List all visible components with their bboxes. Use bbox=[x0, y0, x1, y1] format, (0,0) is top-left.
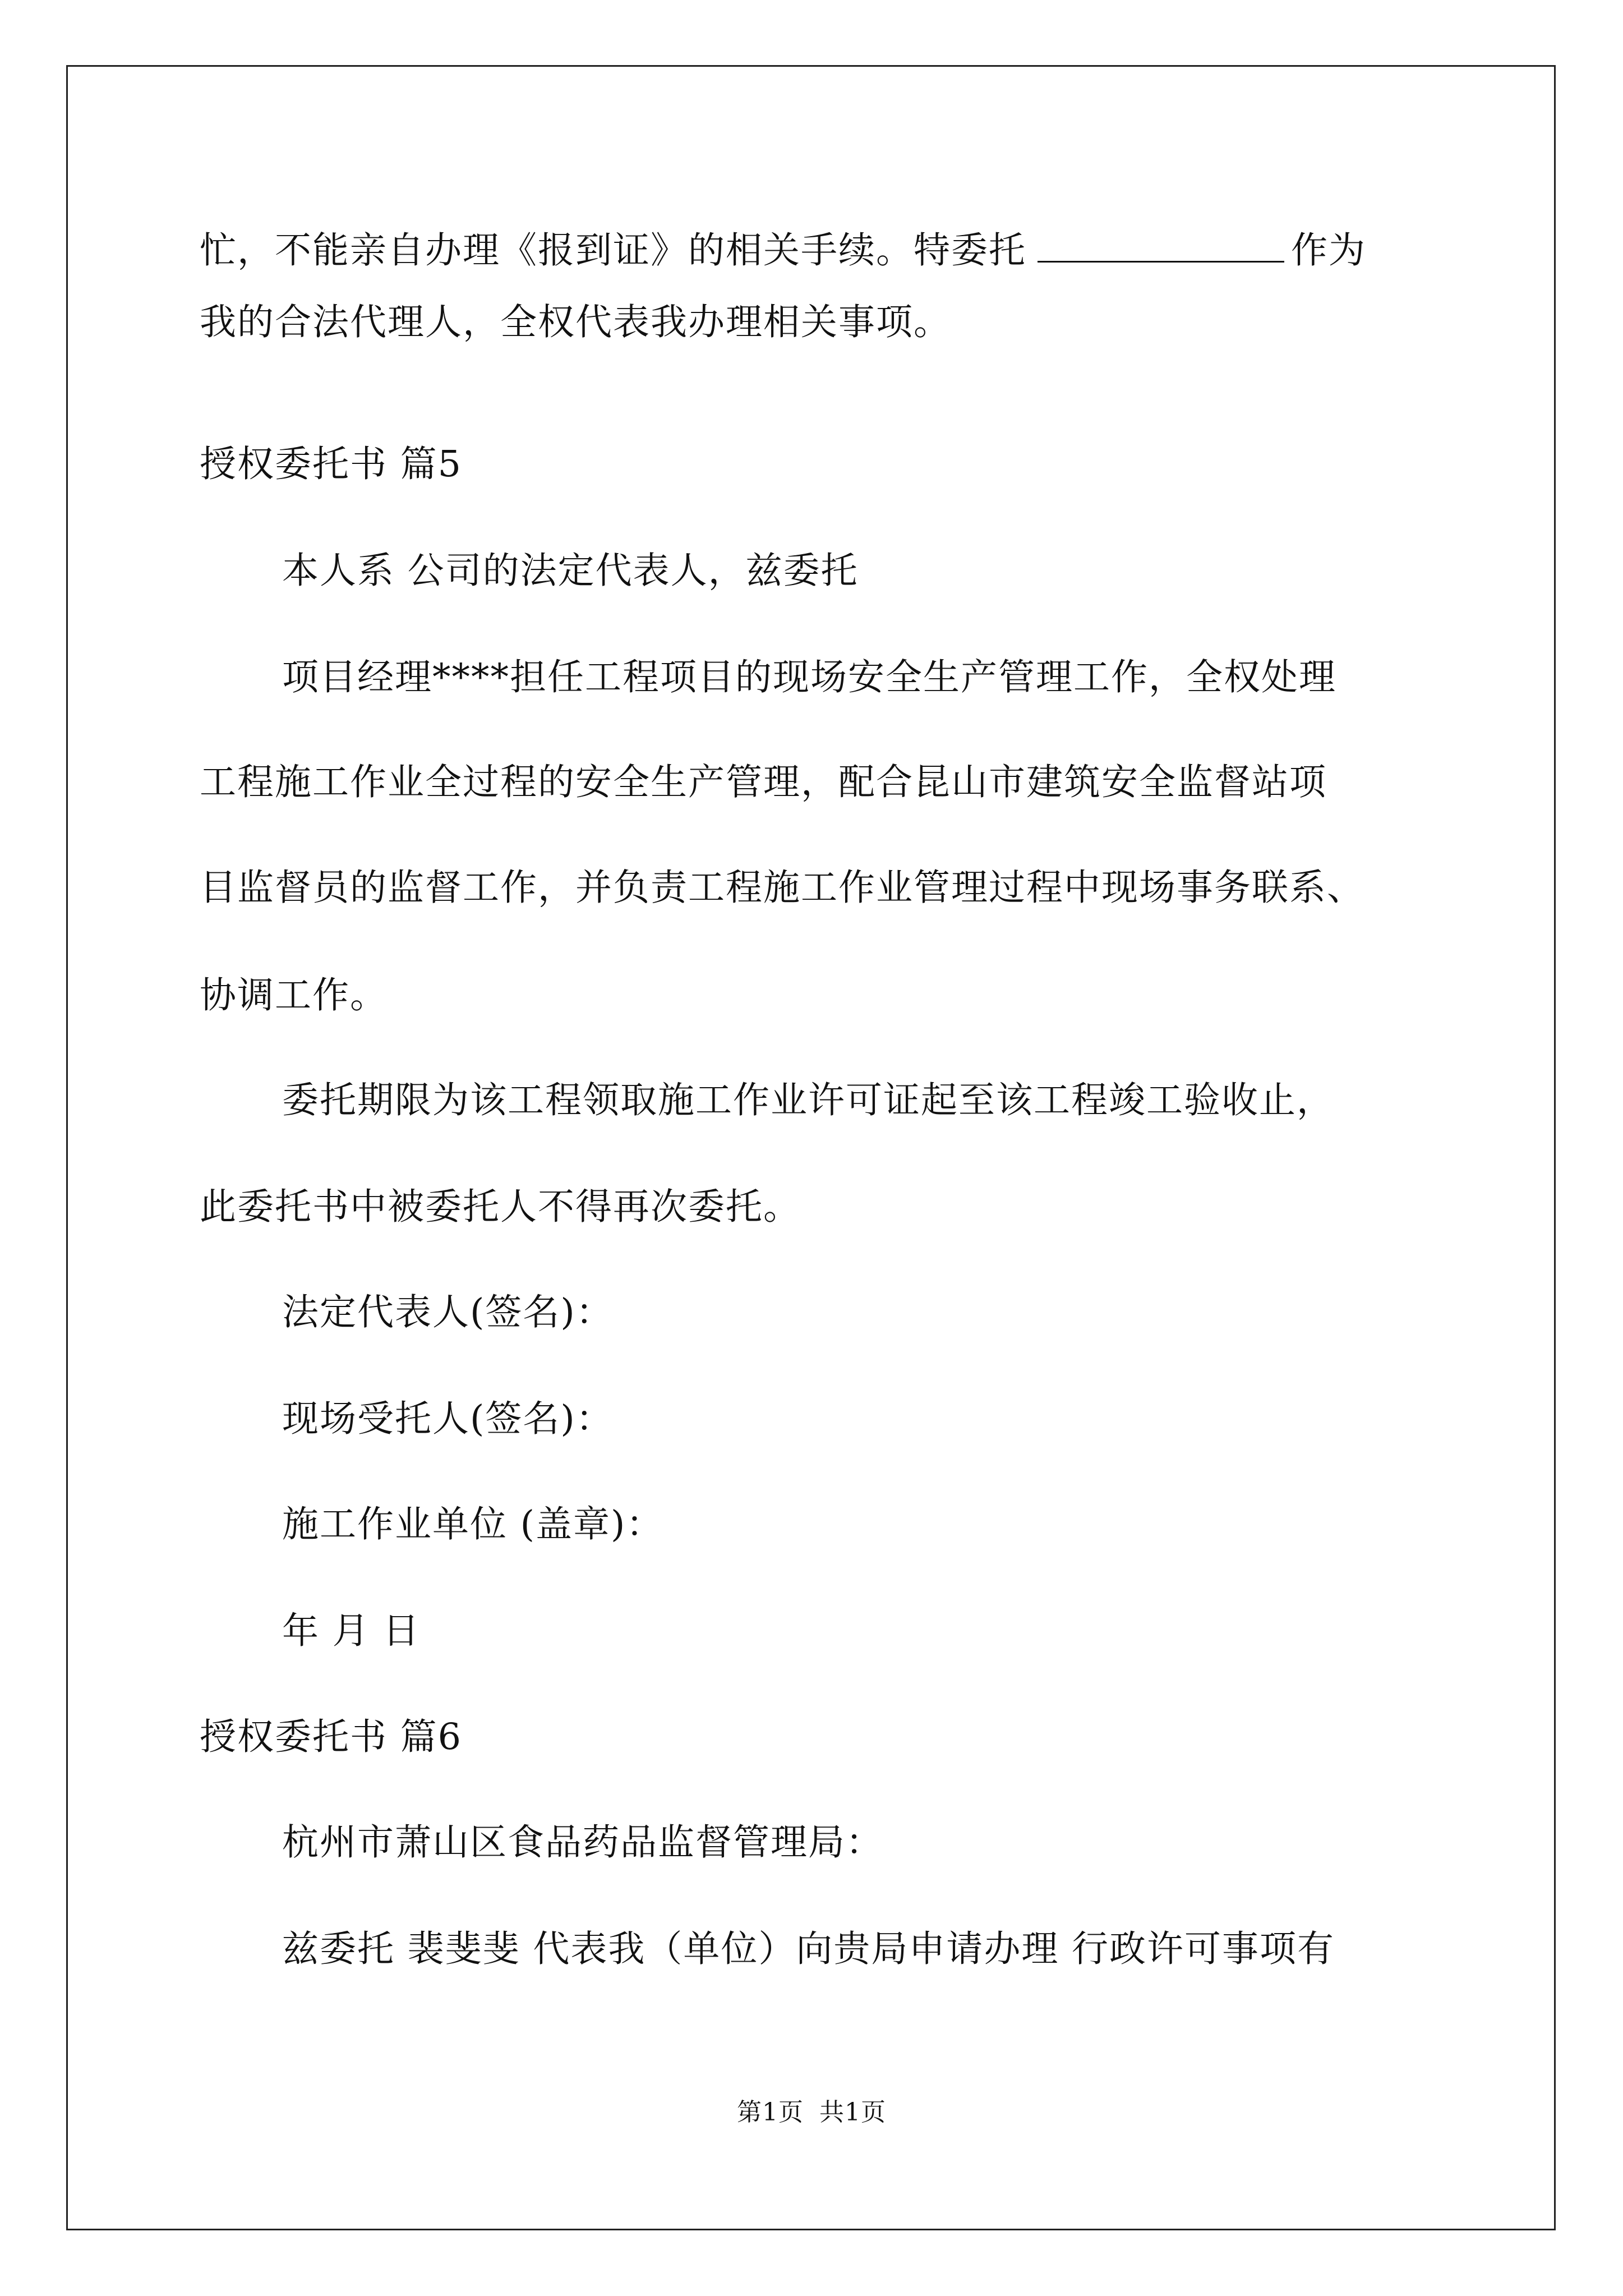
text-line-1-after: 作为 bbox=[1291, 229, 1367, 272]
page-current: 第1页 bbox=[737, 2098, 804, 2127]
text-line-1-before: 忙，不能亲自办理《报到证》的相关手续。特委托 bbox=[200, 229, 1027, 272]
page-total: 共1页 bbox=[819, 2098, 886, 2127]
text-line-2: 我的合法代理人，全权代表我办理相关事项。 bbox=[200, 301, 952, 343]
site-trustee-signature: 现场受托人(签名)： bbox=[282, 1398, 614, 1440]
text-line-6: 工程施工作业全过程的安全生产管理，配合昆山市建筑安全监督站项 bbox=[200, 761, 1327, 803]
delegate-name-blank bbox=[1038, 227, 1284, 263]
text-line-10: 此委托书中被委托人不得再次委托。 bbox=[200, 1186, 801, 1228]
text-line-7: 目监督员的监督工作，并负责工程施工作业管理过程中现场事务联系、 bbox=[200, 867, 1365, 909]
page-footer bbox=[0, 2097, 1623, 2128]
text-line-4: 本人系 公司的法定代表人，兹委托 bbox=[282, 550, 859, 592]
construction-unit-seal: 施工作业单位 (盖章)： bbox=[282, 1503, 664, 1545]
page-border bbox=[66, 65, 1556, 2230]
date-line: 年 月 日 bbox=[282, 1610, 421, 1652]
text-line-17: 兹委托 裴斐斐 代表我（单位）向贵局申请办理 行政许可事项有 bbox=[282, 1928, 1335, 1970]
text-line-9: 委托期限为该工程领取施工作业许可证起至该工程竣工验收止， bbox=[282, 1079, 1335, 1121]
text-line-16: 杭州市萧山区食品药品监督管理局： bbox=[282, 1821, 884, 1864]
text-line-8: 协调工作。 bbox=[200, 974, 388, 1016]
section-heading-6: 授权委托书 篇6 bbox=[200, 1716, 463, 1758]
section-heading-5: 授权委托书 篇5 bbox=[200, 443, 463, 485]
legal-representative-signature: 法定代表人(签名)： bbox=[282, 1291, 614, 1333]
text-line-5: 项目经理****担任工程项目的现场安全生产管理工作，全权处理 bbox=[282, 656, 1337, 698]
text-line-1 bbox=[200, 227, 1366, 273]
